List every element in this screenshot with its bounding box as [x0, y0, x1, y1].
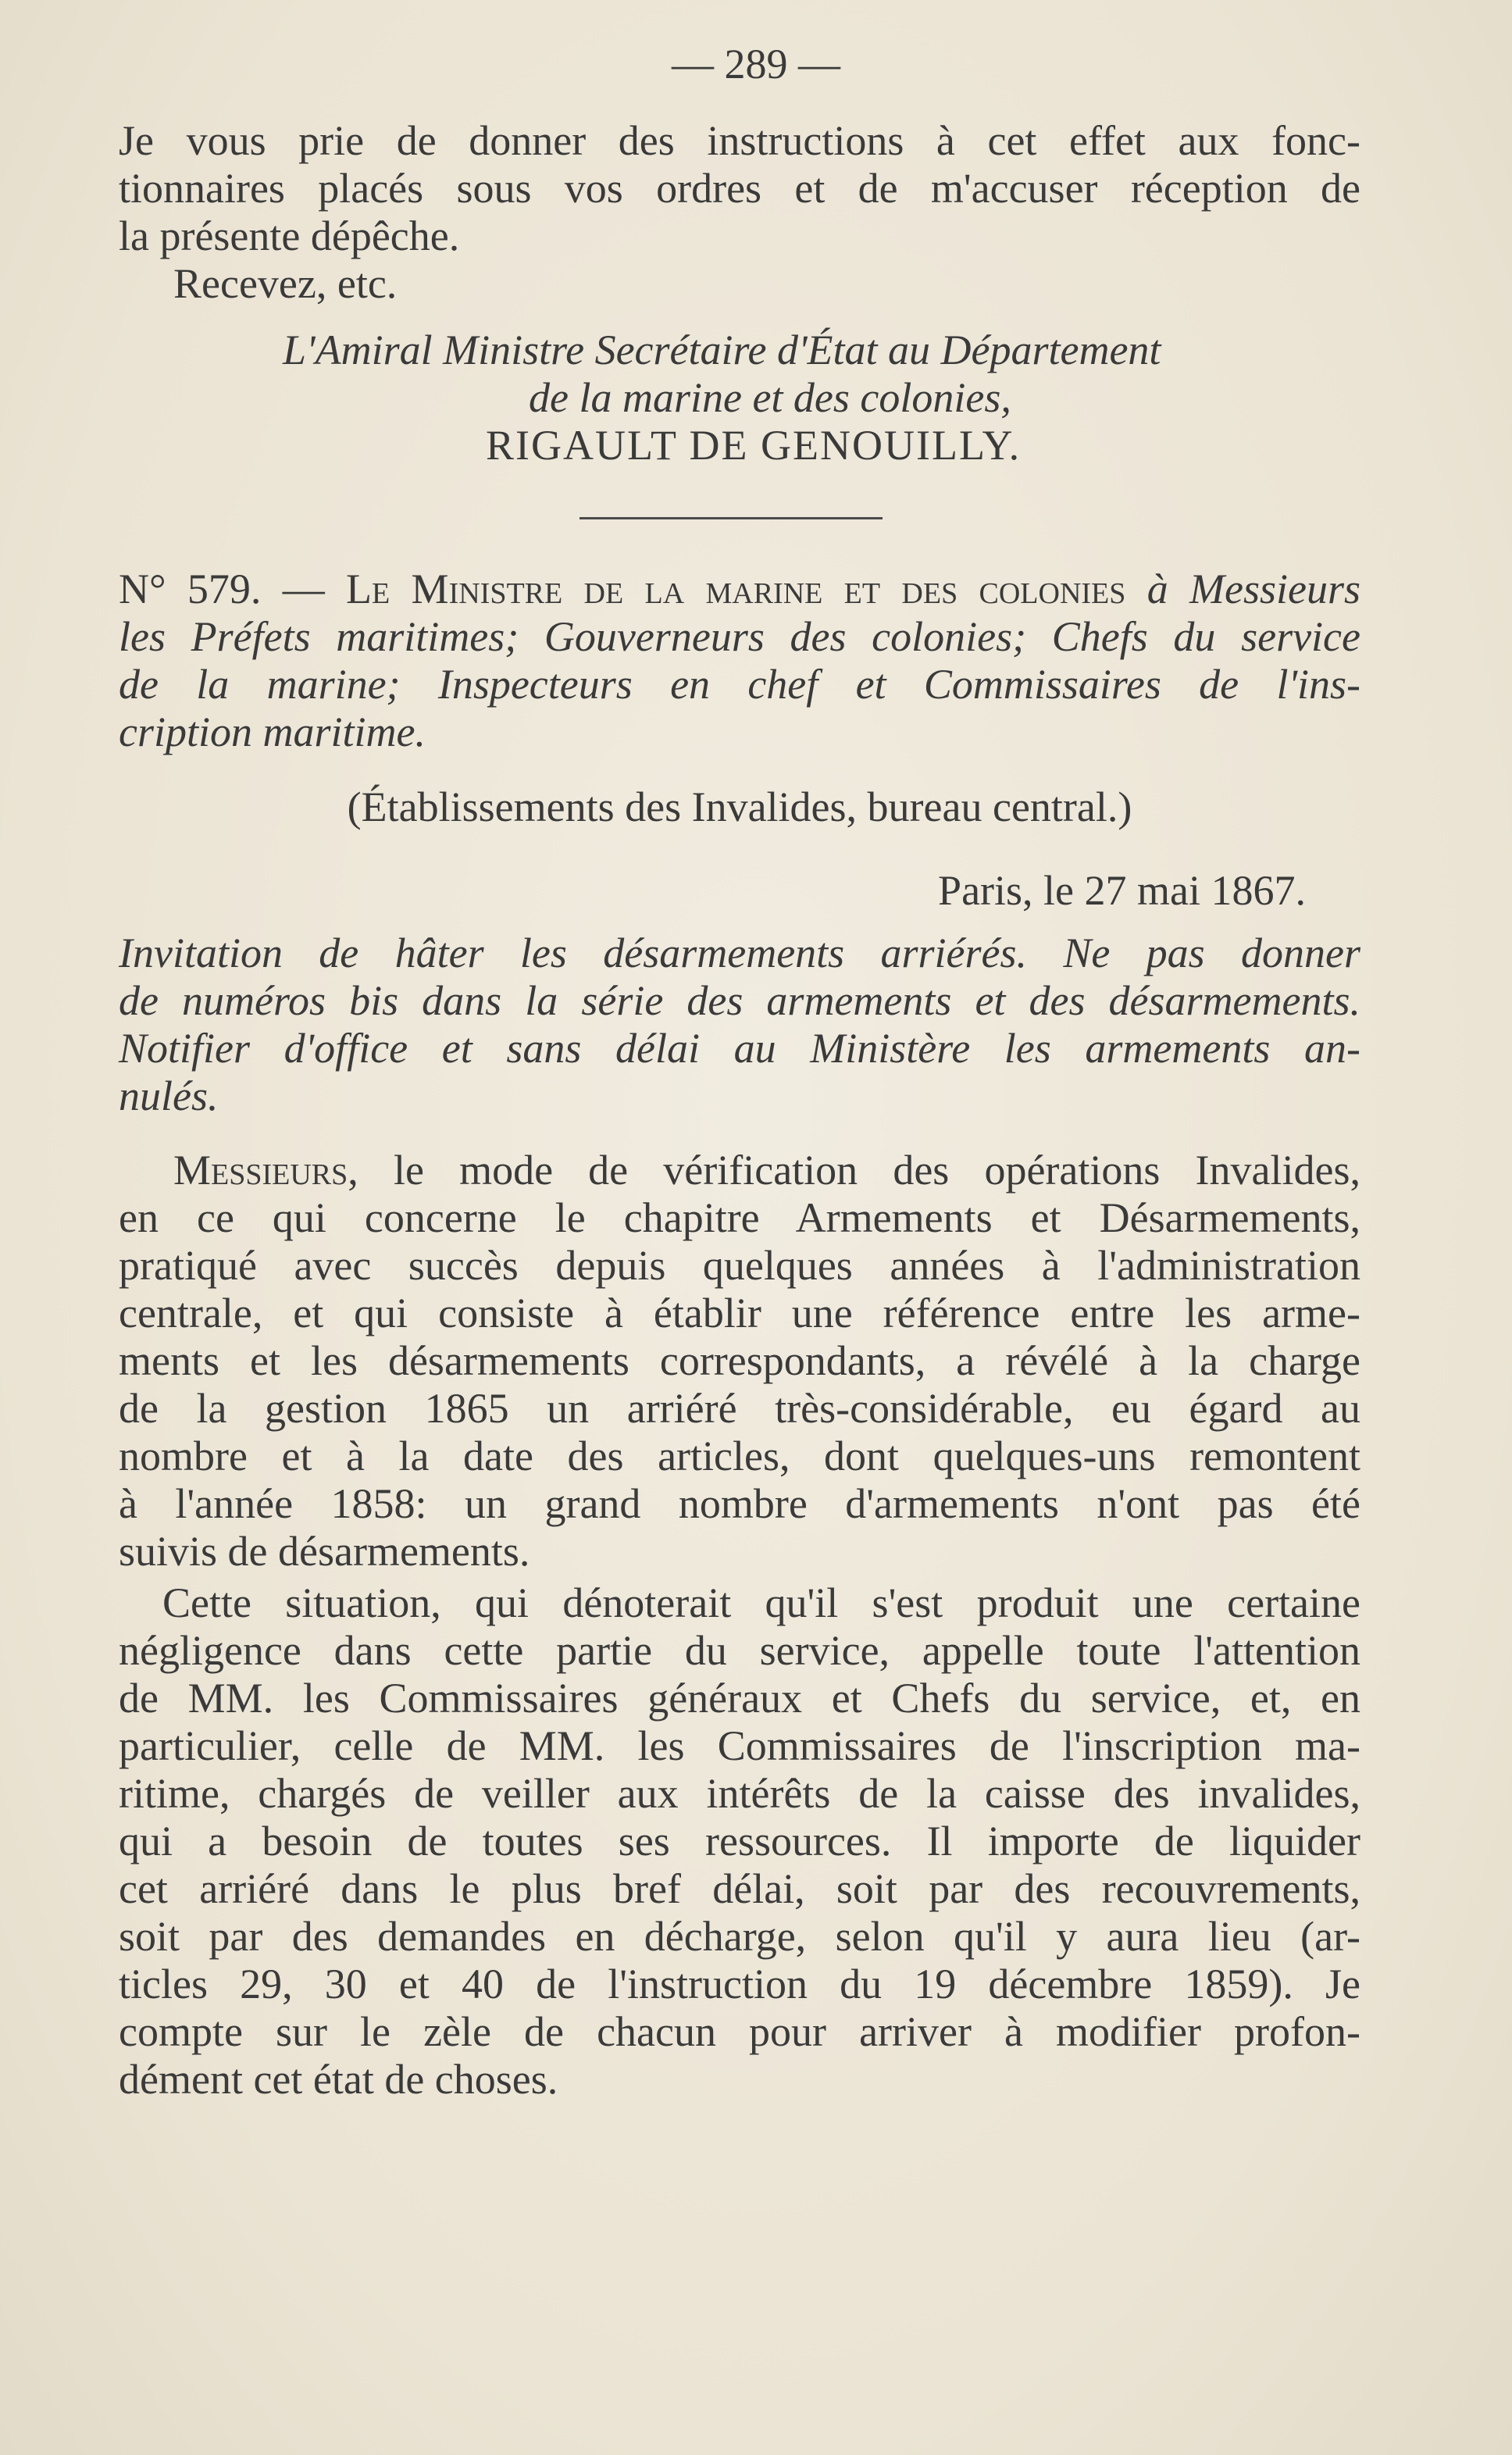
recipient-line: cription maritime.	[119, 708, 426, 755]
text-line: de la gestion 1865 un arriéré très-considérable, eu égard au	[119, 1385, 1360, 1432]
text-line: suivis de désarmements.	[119, 1528, 530, 1575]
signature-title-line: de la marine et des colonies,	[529, 374, 1011, 421]
text-line: cet arriéré dans le plus bref délai, soit par des recouvrements,	[119, 1865, 1360, 1912]
text-line: Cette situation, qui dénoterait qu'il s'est produit une certaine	[162, 1579, 1360, 1626]
body-paragraph-2	[119, 1579, 1360, 2104]
issuer: Le Ministre de la marine et des colonies	[346, 566, 1126, 612]
document-number: N° 579. —	[119, 566, 347, 612]
summary	[119, 930, 1360, 1120]
text-line: négligence dans cette partie du service, appelle toute l'attention	[119, 1627, 1360, 1674]
page-number: — 289 —	[672, 41, 840, 87]
text-line: ritime, chargés de veiller aux intérêts de la caisse des invalides,	[119, 1770, 1360, 1817]
text-line: en ce qui concerne le chapitre Armements et Désarmements,	[119, 1194, 1360, 1241]
dateline-wrap	[119, 867, 1360, 915]
dateline: Paris, le 27 mai 1867.	[938, 867, 1306, 914]
summary-line: Invitation de hâter les désarmements arriérés. Ne pas donner	[119, 930, 1360, 976]
intro-paragraph	[119, 117, 1360, 308]
department-line-wrap	[119, 783, 1360, 831]
recipient-intro: à Messieurs	[1125, 566, 1361, 612]
signature-title-line: L'Amiral Ministre Secrétaire d'État au Département	[283, 327, 1161, 373]
text-line: tionnaires placés sous vos ordres et de m'accuser réception de	[119, 165, 1360, 212]
text-line: Je vous prie de donner des instructions à cet effet aux fonc-	[119, 117, 1360, 164]
text-line: de MM. les Commissaires généraux et Chefs du service, et, en	[119, 1675, 1360, 1722]
summary-line: de numéros bis dans la série des armements et des désarmements.	[119, 977, 1360, 1024]
text-line: pratiqué avec succès depuis quelques années à l'administration	[119, 1242, 1360, 1289]
text-line: nombre et à la date des articles, dont quelques-uns remontent	[119, 1433, 1360, 1479]
recipient-line: de la marine; Inspecteurs en chef et Commissaires de l'ins-	[119, 661, 1360, 708]
document-header	[119, 566, 1360, 756]
text-line: centrale, et qui consiste à établir une référence entre les arme-	[119, 1290, 1360, 1336]
text-line: la présente dépêche.	[119, 212, 460, 259]
summary-line: nulés.	[119, 1072, 219, 1119]
text-line: compte sur le zèle de chacun pour arriver à modifier profon-	[119, 2008, 1360, 2055]
department-line: (Établissements des Invalides, bureau central.)	[347, 783, 1132, 830]
text-line	[119, 1147, 1360, 1194]
text-line: qui a besoin de toutes ses ressources. Il importe de liquider	[119, 1818, 1360, 1864]
section-divider	[579, 517, 883, 519]
text-line: particulier, celle de MM. les Commissaires de l'inscription ma-	[119, 1722, 1360, 1769]
header-line	[119, 566, 1360, 613]
text-line: soit par des demandes en décharge, selon qu'il y aura lieu (ar-	[119, 1913, 1360, 1960]
signature-name: RIGAULT DE GENOUILLY.	[486, 422, 1022, 469]
summary-line: Notifier d'office et sans délai au Ministère les armements an-	[119, 1025, 1360, 1072]
closing-line: Recevez, etc.	[173, 260, 398, 307]
body-paragraph-1	[119, 1147, 1360, 1575]
text-line: à l'année 1858: un grand nombre d'armements n'ont pas été	[119, 1480, 1360, 1527]
text-line: ments et les désarmements correspondants, a révélé à la charge	[119, 1337, 1360, 1384]
text-line: ticles 29, 30 et 40 de l'instruction du 19 décembre 1859). Je	[119, 1961, 1360, 2007]
signature-block	[119, 327, 1360, 469]
text-line: dément cet état de choses.	[119, 2056, 558, 2103]
text-span: , le mode de vérification des opérations Invalides,	[348, 1147, 1360, 1194]
salutation: Messieurs	[173, 1147, 348, 1194]
recipient-line: les Préfets maritimes; Gouverneurs des colonies; Chefs du service	[119, 613, 1360, 660]
